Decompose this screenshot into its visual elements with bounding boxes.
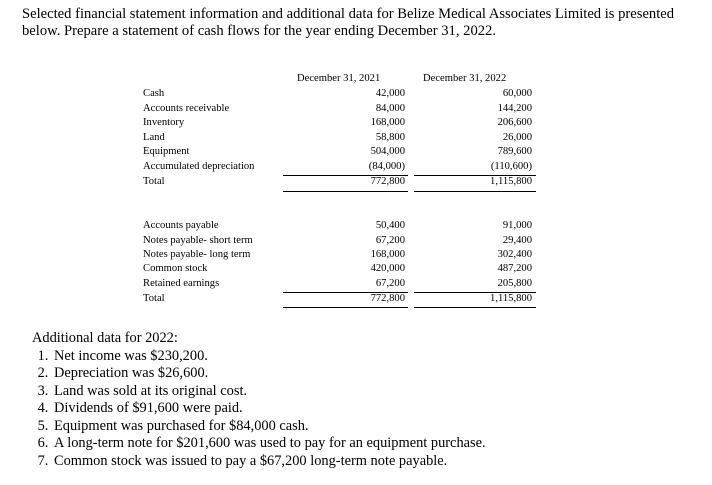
value-2021: 67,200 [375, 278, 405, 289]
additional-data-heading: Additional data for 2022: [32, 330, 178, 346]
list-item: 1. Net income was $230,200. [52, 348, 486, 366]
value-2022: 1,115,800 [490, 293, 532, 304]
row-label: Land [143, 132, 165, 143]
row-label: Accounts receivable [143, 103, 230, 114]
list-item: 3. Land was sold at its original cost. [52, 383, 486, 401]
value-2022: 1,115,800 [490, 176, 532, 187]
value-2021: 504,000 [370, 146, 405, 157]
value-2021: 58,800 [375, 132, 405, 143]
value-2022: (110,600) [490, 161, 532, 172]
total-rule [414, 307, 536, 308]
total-rule [283, 191, 408, 192]
list-item: 4. Dividends of $91,600 were paid. [52, 400, 486, 418]
value-2022: 789,600 [497, 146, 532, 157]
value-2021: 168,000 [370, 117, 405, 128]
value-2022: 144,200 [497, 103, 532, 114]
list-item: 5. Equipment was purchased for $84,000 cash. [52, 418, 486, 436]
row-label: Notes payable- long term [143, 249, 251, 260]
value-2022: 206,600 [497, 117, 532, 128]
row-label: Common stock [143, 263, 208, 274]
column-header-2021: December 31, 2021 [297, 73, 381, 84]
value-2021: 772,800 [370, 293, 405, 304]
value-2021: 42,000 [375, 88, 405, 99]
additional-data-list [32, 348, 486, 471]
row-label: Accumulated depreciation [143, 161, 255, 172]
row-label: Inventory [143, 117, 185, 128]
problem-intro: Selected financial statement information and additional data for Belize Medical Associates Limited is presented below. Prepare a statement of cash flows for the year ending December 31, 2022. [22, 6, 675, 39]
value-2021: 420,000 [370, 263, 405, 274]
value-2022: 29,400 [502, 235, 532, 246]
row-label: Equipment [143, 146, 190, 157]
total-rule [283, 307, 408, 308]
additional-data [32, 330, 486, 470]
value-2022: 487,200 [497, 263, 532, 274]
total-rule [414, 191, 536, 192]
row-label: Notes payable- short term [143, 235, 253, 246]
list-item: 2. Depreciation was $26,600. [52, 365, 486, 383]
value-2021: 67,200 [375, 235, 405, 246]
value-2021: 772,800 [370, 176, 405, 187]
value-2022: 26,000 [502, 132, 532, 143]
value-2022: 302,400 [497, 249, 532, 260]
value-2022: 60,000 [502, 88, 532, 99]
row-label: Total [143, 293, 165, 304]
value-2021: (84,000) [368, 161, 405, 172]
list-item: 6. A long-term note for $201,600 was used to pay for an equipment purchase. [52, 435, 486, 453]
value-2022: 205,800 [497, 278, 532, 289]
row-label: Accounts payable [143, 220, 219, 231]
value-2021: 84,000 [375, 103, 405, 114]
value-2021: 168,000 [370, 249, 405, 260]
column-header-2022: December 31, 2022 [423, 73, 507, 84]
row-label: Retained earnings [143, 278, 220, 289]
value-2021: 50,400 [375, 220, 405, 231]
value-2022: 91,000 [502, 220, 532, 231]
row-label: Total [143, 176, 165, 187]
list-item: 7. Common stock was issued to pay a $67,200 long-term note payable. [52, 453, 486, 471]
row-label: Cash [143, 88, 165, 99]
